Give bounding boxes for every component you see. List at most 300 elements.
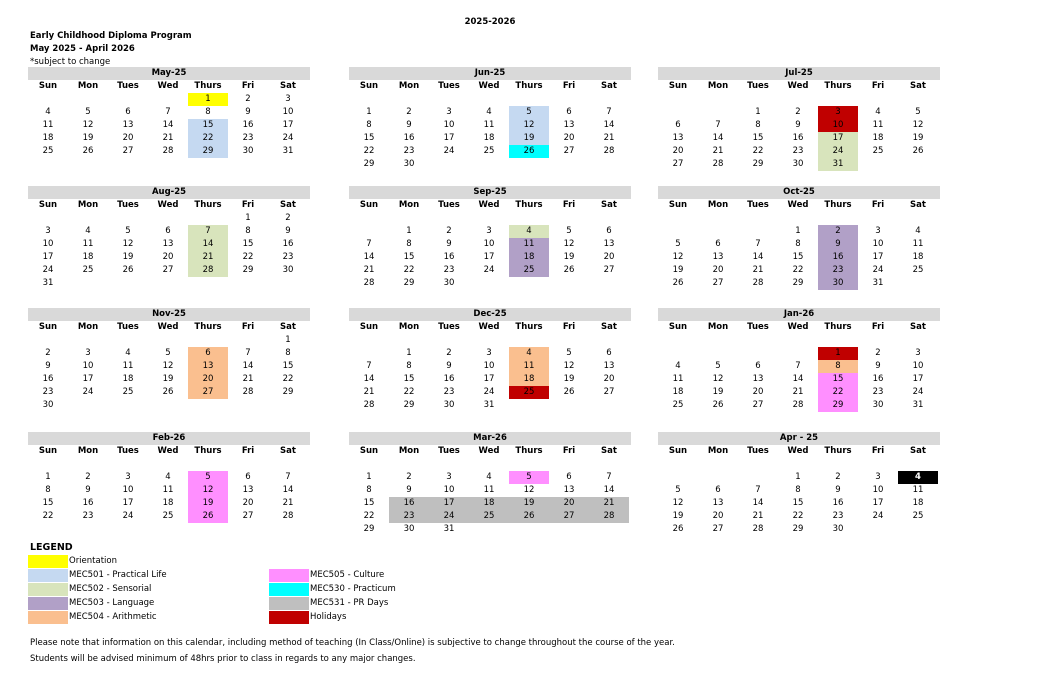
day-cell: 17 — [818, 132, 858, 145]
day-cell: 15 — [752, 133, 764, 143]
week-row — [28, 212, 310, 225]
day-cell: 25 — [82, 265, 94, 275]
day-cell — [658, 106, 698, 119]
day-cell: 3 — [875, 472, 881, 482]
day-header: Wed — [157, 322, 179, 332]
month-name: Jun-25 — [349, 67, 631, 80]
day-cell: 22 — [403, 265, 415, 275]
day-cell: 15 — [363, 498, 375, 508]
day-cell: 17 — [82, 374, 94, 384]
day-cell: 7 — [165, 107, 171, 117]
month-block — [28, 186, 310, 290]
day-cell — [28, 212, 68, 225]
legend-swatch — [28, 611, 68, 624]
day-cell: 27 — [242, 511, 254, 521]
day-cell: 1 — [818, 347, 858, 360]
day-cell: 20 — [752, 387, 764, 397]
day-cell — [898, 523, 938, 536]
day-cell: 17 — [483, 374, 495, 384]
day-cell — [589, 277, 629, 290]
day-header: Mon — [707, 81, 729, 91]
day-header: Sat — [280, 200, 296, 210]
day-cell: 25 — [672, 400, 684, 410]
day-cell: 25 — [912, 265, 924, 275]
day-cell: 17 — [429, 497, 469, 510]
day-cell: 19 — [563, 252, 575, 262]
day-cell: 24 — [42, 265, 54, 275]
day-header-row — [28, 445, 310, 458]
week-row — [658, 484, 940, 497]
month-name: Mar-26 — [349, 432, 631, 445]
day-cell: 5 — [509, 106, 549, 119]
day-header: Sat — [280, 322, 296, 332]
month-block — [658, 67, 940, 171]
day-cell — [698, 212, 738, 225]
legend-swatch — [269, 611, 309, 624]
day-cell: 16 — [282, 239, 294, 249]
day-cell — [188, 212, 228, 225]
day-cell: 24 — [122, 511, 134, 521]
day-cell: 9 — [85, 485, 91, 495]
day-cell: 13 — [712, 252, 724, 262]
week-row — [28, 471, 310, 484]
day-cell: 1 — [406, 226, 412, 236]
day-cell: 25 — [483, 146, 495, 156]
day-cell: 20 — [188, 373, 228, 386]
day-cell — [658, 93, 698, 106]
day-header: Tues — [438, 200, 460, 210]
day-cell: 5 — [165, 348, 171, 358]
day-cell: 19 — [188, 497, 228, 510]
day-cell — [389, 458, 429, 471]
day-cell — [68, 93, 108, 106]
day-cell: 6 — [755, 361, 761, 371]
day-cell: 22 — [818, 386, 858, 399]
day-cell — [148, 212, 188, 225]
day-cell — [108, 399, 148, 412]
day-cell: 8 — [245, 226, 251, 236]
day-cell: 4 — [675, 361, 681, 371]
day-cell: 12 — [162, 361, 174, 371]
day-cell — [778, 334, 818, 347]
day-header: Wed — [478, 322, 500, 332]
day-cell: 17 — [872, 498, 884, 508]
day-cell: 28 — [242, 387, 254, 397]
day-cell: 10 — [82, 361, 94, 371]
day-cell: 13 — [162, 239, 174, 249]
day-cell: 15 — [282, 361, 294, 371]
day-cell: 15 — [403, 374, 415, 384]
day-cell: 18 — [509, 251, 549, 264]
week-row — [349, 212, 631, 225]
day-header: Wed — [157, 200, 179, 210]
day-cell: 8 — [755, 120, 761, 130]
week-row — [349, 264, 631, 277]
day-cell: 14 — [603, 120, 615, 130]
day-cell — [349, 334, 389, 347]
day-cell: 5 — [675, 239, 681, 249]
day-header: Sun — [38, 200, 58, 210]
subject-note: *subject to change — [30, 57, 111, 67]
day-cell: 26 — [563, 265, 575, 275]
day-cell — [698, 347, 738, 360]
day-cell — [898, 458, 938, 471]
month-block — [28, 432, 310, 523]
day-header: Wed — [478, 446, 500, 456]
day-cell: 14 — [242, 361, 254, 371]
day-header: Thurs — [824, 322, 852, 332]
day-cell — [268, 458, 308, 471]
day-cell: 12 — [563, 361, 575, 371]
day-cell — [549, 458, 589, 471]
week-row — [28, 458, 310, 471]
day-cell: 16 — [389, 497, 429, 510]
day-header-row — [349, 445, 631, 458]
legend-label: Holidays — [310, 612, 347, 622]
day-cell — [858, 212, 898, 225]
day-header: Thurs — [194, 81, 222, 91]
week-row — [28, 334, 310, 347]
legend-swatch — [28, 583, 68, 596]
day-cell — [509, 277, 549, 290]
day-cell: 7 — [755, 239, 761, 249]
day-cell: 26 — [712, 400, 724, 410]
day-cell: 22 — [403, 387, 415, 397]
day-header: Fri — [871, 322, 885, 332]
day-cell — [738, 458, 778, 471]
day-cell: 28 — [363, 278, 375, 288]
day-cell — [549, 277, 589, 290]
day-cell: 5 — [188, 471, 228, 484]
day-cell — [469, 158, 509, 171]
day-cell — [268, 399, 308, 412]
week-row — [28, 497, 310, 510]
day-cell: 22 — [242, 252, 254, 262]
day-cell: 24 — [443, 146, 455, 156]
day-header: Thurs — [515, 81, 543, 91]
month-name: Feb-26 — [28, 432, 310, 445]
day-cell: 10 — [122, 485, 134, 495]
day-cell: 28 — [792, 400, 804, 410]
day-cell: 27 — [563, 146, 575, 156]
day-cell: 15 — [818, 373, 858, 386]
day-cell: 16 — [818, 251, 858, 264]
day-cell: 5 — [125, 226, 131, 236]
day-cell: 23 — [282, 252, 294, 262]
day-cell — [658, 225, 698, 238]
day-cell: 4 — [509, 225, 549, 238]
day-header: Sun — [359, 81, 379, 91]
day-cell — [738, 225, 778, 238]
day-cell: 6 — [566, 472, 572, 482]
day-header: Tues — [747, 81, 769, 91]
day-cell: 18 — [672, 387, 684, 397]
day-cell: 8 — [795, 485, 801, 495]
day-cell: 21 — [282, 498, 294, 508]
day-cell: 19 — [82, 133, 94, 143]
legend-item — [269, 611, 346, 624]
day-header: Fri — [562, 322, 576, 332]
day-header-row — [658, 199, 940, 212]
day-cell — [698, 471, 738, 484]
day-cell: 27 — [188, 386, 228, 399]
day-cell: 30 — [282, 265, 294, 275]
month-name: Sep-25 — [349, 186, 631, 199]
day-cell: 2 — [446, 226, 452, 236]
day-header: Wed — [787, 446, 809, 456]
day-cell: 30 — [832, 524, 844, 534]
day-cell: 7 — [755, 485, 761, 495]
day-cell: 9 — [818, 238, 858, 251]
day-cell: 3 — [446, 107, 452, 117]
day-cell — [108, 93, 148, 106]
day-header: Tues — [438, 322, 460, 332]
day-cell: 22 — [42, 511, 54, 521]
day-cell — [738, 212, 778, 225]
day-cell: 22 — [188, 132, 228, 145]
legend-swatch — [269, 583, 309, 596]
day-cell: 6 — [715, 239, 721, 249]
day-cell: 25 — [42, 146, 54, 156]
week-row — [349, 497, 631, 510]
day-cell: 5 — [715, 361, 721, 371]
month-name: Aug-25 — [28, 186, 310, 199]
day-cell: 20 — [122, 133, 134, 143]
day-cell: 8 — [45, 485, 51, 495]
day-cell: 16 — [403, 133, 415, 143]
day-cell: 24 — [872, 265, 884, 275]
week-row — [349, 373, 631, 386]
day-header: Mon — [77, 81, 99, 91]
week-row — [658, 264, 940, 277]
day-cell: 19 — [672, 511, 684, 521]
day-cell: 16 — [82, 498, 94, 508]
week-row — [658, 106, 940, 119]
legend-label: MEC530 - Practicum — [310, 584, 396, 594]
day-cell: 13 — [242, 485, 254, 495]
day-cell — [228, 458, 268, 471]
month-block — [28, 67, 310, 158]
day-cell: 19 — [672, 265, 684, 275]
day-cell: 28 — [752, 524, 764, 534]
day-header-row — [658, 80, 940, 93]
day-cell: 7 — [795, 361, 801, 371]
day-cell: 23 — [872, 387, 884, 397]
day-cell: 23 — [792, 146, 804, 156]
day-cell: 3 — [285, 94, 291, 104]
day-header-row — [658, 321, 940, 334]
day-cell: 12 — [912, 120, 924, 130]
day-header-row — [658, 445, 940, 458]
day-cell: 18 — [509, 373, 549, 386]
day-cell: 20 — [603, 252, 615, 262]
day-cell: 29 — [403, 278, 415, 288]
footer-note-1: Please note that information on this calendar, including method of teaching (In Class/Online) is subjective to change throughout the course of the year. — [30, 638, 675, 648]
day-cell — [429, 458, 469, 471]
day-cell: 22 — [792, 511, 804, 521]
day-cell: 24 — [872, 511, 884, 521]
day-cell: 23 — [443, 265, 455, 275]
day-cell: 18 — [42, 133, 54, 143]
day-cell: 3 — [486, 348, 492, 358]
week-row — [349, 251, 631, 264]
day-cell — [349, 225, 389, 238]
footer-note-2: Students will be advised minimum of 48hrs prior to class in regards to any major changes. — [30, 654, 416, 664]
day-header: Thurs — [194, 322, 222, 332]
week-row — [349, 334, 631, 347]
day-cell: 29 — [403, 400, 415, 410]
day-cell — [188, 334, 228, 347]
day-cell: 23 — [832, 511, 844, 521]
day-cell: 11 — [162, 485, 174, 495]
month-name: May-25 — [28, 67, 310, 80]
day-cell — [658, 212, 698, 225]
day-cell: 31 — [912, 400, 924, 410]
day-header: Fri — [871, 446, 885, 456]
day-header: Sun — [668, 200, 688, 210]
day-cell: 25 — [872, 146, 884, 156]
week-row — [349, 238, 631, 251]
day-cell: 7 — [285, 472, 291, 482]
month-block — [349, 67, 631, 171]
day-cell — [429, 93, 469, 106]
day-cell — [188, 399, 228, 412]
day-cell: 8 — [366, 120, 372, 130]
day-cell — [589, 334, 629, 347]
day-cell: 26 — [672, 524, 684, 534]
day-header: Tues — [117, 200, 139, 210]
day-header: Sat — [601, 446, 617, 456]
day-cell: 23 — [389, 510, 429, 523]
week-row — [658, 360, 940, 373]
day-cell: 9 — [45, 361, 51, 371]
day-cell: 9 — [245, 107, 251, 117]
week-row — [658, 334, 940, 347]
day-cell: 12 — [188, 484, 228, 497]
day-cell: 12 — [509, 119, 549, 132]
day-header: Thurs — [515, 200, 543, 210]
day-cell — [108, 334, 148, 347]
day-cell: 13 — [122, 120, 134, 130]
day-cell: 23 — [403, 146, 415, 156]
day-cell — [549, 212, 589, 225]
week-row — [28, 106, 310, 119]
day-header: Mon — [77, 322, 99, 332]
day-header: Fri — [562, 81, 576, 91]
day-cell: 16 — [872, 374, 884, 384]
day-cell — [389, 212, 429, 225]
legend-label: MEC501 - Practical Life — [69, 570, 167, 580]
day-cell: 26 — [188, 510, 228, 523]
day-cell: 29 — [282, 387, 294, 397]
day-header: Wed — [157, 81, 179, 91]
day-header: Sun — [668, 81, 688, 91]
week-row — [658, 497, 940, 510]
week-row — [349, 484, 631, 497]
day-cell — [549, 158, 589, 171]
day-header: Tues — [117, 322, 139, 332]
week-row — [658, 386, 940, 399]
day-cell: 23 — [818, 264, 858, 277]
day-cell: 6 — [606, 348, 612, 358]
day-cell — [469, 277, 509, 290]
day-cell: 5 — [566, 348, 572, 358]
day-cell: 4 — [898, 471, 938, 484]
day-cell: 4 — [45, 107, 51, 117]
week-row — [349, 386, 631, 399]
day-cell: 5 — [566, 226, 572, 236]
week-row — [28, 399, 310, 412]
day-cell — [858, 158, 898, 171]
day-header: Sun — [38, 81, 58, 91]
day-cell: 2 — [818, 225, 858, 238]
day-cell — [898, 277, 938, 290]
day-cell: 17 — [443, 133, 455, 143]
day-cell — [68, 212, 108, 225]
day-cell: 2 — [795, 107, 801, 117]
legend-item — [28, 555, 117, 568]
day-cell: 29 — [752, 159, 764, 169]
day-cell: 6 — [675, 120, 681, 130]
month-block — [349, 186, 631, 290]
day-cell: 11 — [82, 239, 94, 249]
day-cell: 12 — [82, 120, 94, 130]
day-cell: 24 — [82, 387, 94, 397]
day-cell — [589, 158, 629, 171]
day-cell: 30 — [42, 400, 54, 410]
day-cell: 3 — [125, 472, 131, 482]
day-cell — [778, 347, 818, 360]
day-cell — [509, 93, 549, 106]
legend-item — [28, 569, 167, 582]
day-header: Sun — [38, 322, 58, 332]
day-cell: 8 — [285, 348, 291, 358]
day-cell: 8 — [205, 107, 211, 117]
day-cell — [469, 212, 509, 225]
month-name: Jul-25 — [658, 67, 940, 80]
day-cell: 20 — [712, 511, 724, 521]
day-cell: 21 — [363, 265, 375, 275]
day-cell: 12 — [672, 498, 684, 508]
day-cell: 2 — [285, 213, 291, 223]
day-cell — [28, 93, 68, 106]
day-cell: 20 — [242, 498, 254, 508]
day-cell: 18 — [82, 252, 94, 262]
day-header: Fri — [241, 200, 255, 210]
legend-item — [269, 597, 388, 610]
day-header: Sun — [359, 322, 379, 332]
day-cell: 23 — [242, 133, 254, 143]
day-cell: 7 — [188, 225, 228, 238]
program-title: Early Childhood Diploma Program — [30, 31, 192, 41]
day-cell: 28 — [589, 510, 629, 523]
day-cell: 3 — [818, 106, 858, 119]
day-cell: 19 — [509, 497, 549, 510]
legend-label: MEC531 - PR Days — [310, 598, 389, 608]
day-cell — [188, 458, 228, 471]
day-cell: 2 — [406, 107, 412, 117]
week-row — [349, 523, 631, 536]
day-cell: 26 — [509, 145, 549, 158]
day-header-row — [349, 321, 631, 334]
day-cell: 10 — [483, 361, 495, 371]
day-cell: 25 — [122, 387, 134, 397]
day-header: Sat — [601, 81, 617, 91]
day-cell: 6 — [606, 226, 612, 236]
day-cell: 17 — [282, 120, 294, 130]
day-cell: 9 — [875, 361, 881, 371]
day-header: Thurs — [824, 200, 852, 210]
